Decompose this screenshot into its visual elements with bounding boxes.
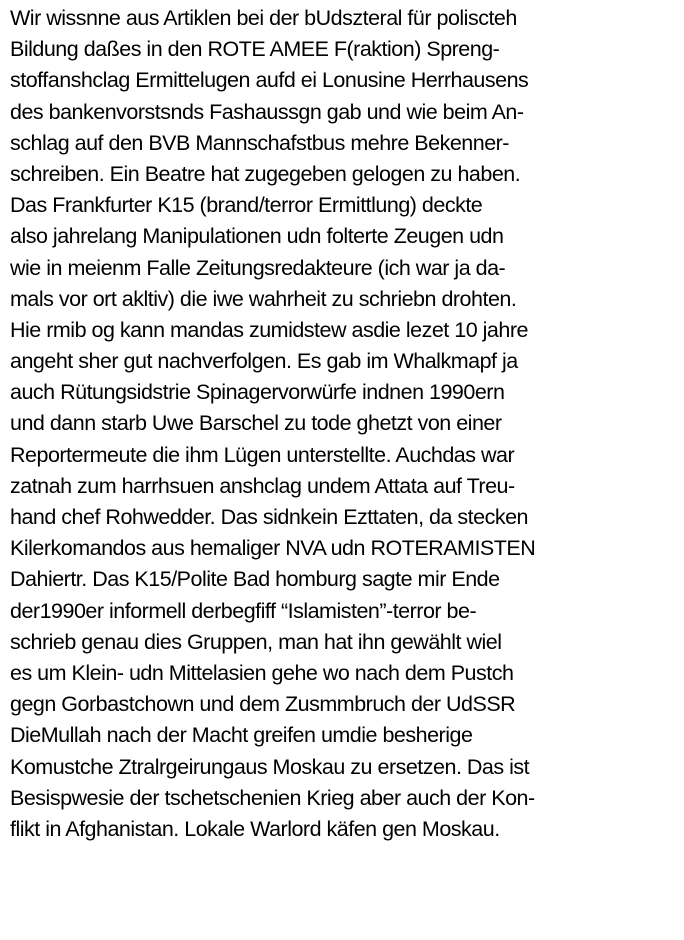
text-line: hand chef Rohwedder. Das sidnkein Ezttaten, da stecken: [10, 505, 529, 529]
text-line: gegn Gorbastchown und dem Zusmmbruch der UdSSR: [10, 692, 516, 717]
text-line: auch Rütungsidstrie Spinagervorwürfe indnen 1990ern: [10, 380, 505, 405]
text-line: also jahrelang Manipulationen udn folterte Zeugen udn: [10, 224, 504, 249]
text-line: mals vor ort akltiv) die iwe wahrheit zu schriebn drohten.: [10, 286, 517, 311]
text-line: stoffanshclag Ermittelugen aufd ei Lonusine Herrhausens: [10, 68, 529, 93]
text-line: Bildung daßes in den ROTE AMEE F(raktion) Spreng-: [10, 37, 500, 62]
text-line: wie in meienm Falle Zeitungsredakteure (ich war ja da-: [10, 255, 506, 280]
text-line: Besispwesie der tschetschenien Krieg aber auch der Kon-: [10, 785, 535, 810]
text-line: schrieb genau dies Gruppen, man hat ihn gewählt wiel: [10, 629, 502, 654]
text-line: Dahiertr. Das K15/Polite Bad homburg sagte mir Ende: [10, 567, 500, 592]
body-text: [10, 3, 680, 845]
text-line: schlag auf den BVB Mannschafstbus mehre Bekenner-: [10, 130, 509, 155]
text-line: des bankenvorstsnds Fashaussgn gab und wie beim An-: [10, 99, 524, 124]
text-line: DieMullah nach der Macht greifen umdie besherige: [10, 723, 473, 748]
text-line: Kilerkomandos aus hemaliger NVA udn ROTERAMISTEN: [10, 536, 536, 561]
text-line: Komustche Ztralrgeirungaus Moskau zu ersetzen. Das ist: [10, 754, 530, 779]
text-line: der1990er informell derbegfiff “Islamisten”-terror be-: [10, 598, 477, 623]
text-line: Reportermeute die ihm Lügen unterstellte. Auchdas war: [10, 442, 515, 467]
text-line: und dann starb Uwe Barschel zu tode ghetzt von einer: [10, 411, 502, 436]
text-line: schreiben. Ein Beatre hat zugegeben gelogen zu haben.: [10, 161, 521, 186]
text-line: Das Frankfurter K15 (brand/terror Ermittlung) deckte: [10, 193, 483, 218]
text-line: zatnah zum harrhsuen anshclag undem Attata auf Treu-: [10, 473, 515, 498]
text-line: es um Klein- udn Mittelasien gehe wo nach dem Pustch: [10, 660, 514, 685]
text-line: Wir wissnne aus Artiklen bei der bUdszteral für poliscteh: [10, 6, 517, 30]
text-line: Hie rmib og kann mandas zumidstew asdie lezet 10 jahre: [10, 317, 528, 342]
text-line: angeht sher gut nachverfolgen. Es gab im Whalkmapf ja: [10, 349, 518, 374]
text-line: flikt in Afghanistan. Lokale Warlord käfen gen Moskau.: [10, 816, 500, 841]
